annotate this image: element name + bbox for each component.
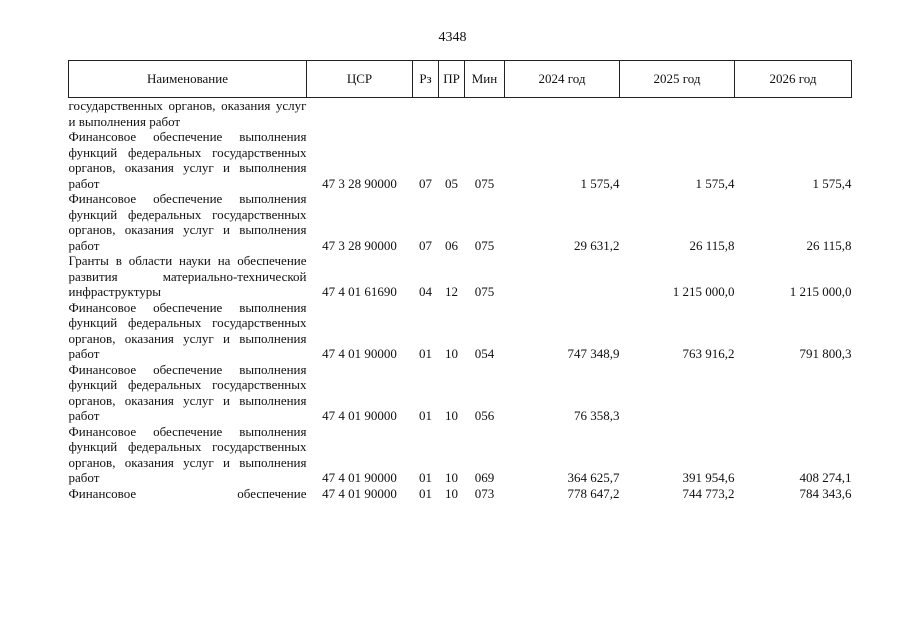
column-header-pr: ПР [439,61,465,98]
row-2026 [735,362,852,424]
page-number: 4348 [438,30,467,45]
column-header-2026: 2026 год [735,61,852,98]
table-row [69,98,852,130]
row-pr: 10 [445,408,458,423]
row-pr: 06 [445,237,458,253]
column-header-name: Наименование [69,61,307,98]
row-csr: 47 4 01 61690 [322,284,397,299]
row-2024: 76 358,3 [574,408,620,423]
row-min: 054 [474,346,495,361]
table-row [69,486,852,502]
table-row [69,253,852,300]
row-min: 056 [474,408,495,423]
row-min: 075 [474,237,495,253]
row-2024: 364 625,7 [567,470,620,485]
row-csr: 47 3 28 90000 [322,175,397,191]
row-2025: 1 215 000,0 [672,284,735,299]
row-name: Финансовое обеспечение выполнения функций федеральных государственных органов, оказания услуг и выполнения работ [68,361,307,423]
row-min: 075 [474,284,495,299]
row-2025: 26 115,8 [689,237,735,253]
row-pr: 05 [445,175,458,191]
table-row [69,191,852,253]
column-header-rz: Рз [413,61,439,98]
row-2026: 791 800,3 [799,346,852,361]
row-name: Финансовое обеспечение выполнения функций федеральных государственных органов, оказания услуг и выполнения работ [68,423,307,485]
row-2025 [620,362,735,424]
row-pr: 10 [445,470,458,485]
row-2025: 744 773,2 [682,485,735,501]
table-header-row [69,61,852,98]
row-csr: 47 4 01 90000 [322,485,397,501]
row-min: 069 [474,470,495,485]
row-2026: 408 274,1 [799,470,852,485]
table-row [69,129,852,191]
row-2026 [735,98,852,130]
row-name: Финансовое обеспечение выполнения функций федеральных государственных органов, оказания услуг и выполнения работ [68,191,307,253]
row-csr: 47 3 28 90000 [322,237,397,253]
row-2026: 1 575,4 [812,175,852,191]
row-2024: 747 348,9 [567,346,620,361]
table-row [69,362,852,424]
row-rz: 04 [419,284,432,299]
row-2025: 1 575,4 [695,175,735,191]
row-min [465,98,505,130]
row-2024 [505,98,620,130]
column-header-2024: 2024 год [505,61,620,98]
row-pr: 10 [445,346,458,361]
row-rz: 01 [419,408,432,423]
row-min: 073 [474,485,495,501]
table-row [69,300,852,362]
row-name: государственных органов, оказания услуг и выполнения работ [68,98,307,129]
row-min: 075 [474,175,495,191]
row-pr: 10 [445,485,458,501]
row-csr [307,98,413,130]
row-csr: 47 4 01 90000 [322,346,397,361]
row-rz: 01 [419,346,432,361]
row-2024: 29 631,2 [574,237,620,253]
row-rz: 07 [419,237,432,253]
column-header-min: Мин [465,61,505,98]
row-rz: 07 [419,175,432,191]
budget-table [68,60,852,501]
row-pr [439,98,465,130]
row-csr: 47 4 01 90000 [322,408,397,423]
row-2025: 391 954,6 [682,470,735,485]
row-name: Финансовое обеспечение выполнения функций федеральных государственных органов, оказания услуг и выполнения работ [68,299,307,361]
row-pr: 12 [445,284,458,299]
row-csr: 47 4 01 90000 [322,470,397,485]
row-2026: 784 343,6 [799,485,852,501]
row-2026: 1 215 000,0 [789,284,852,299]
column-header-csr: ЦСР [307,61,413,98]
column-header-2025: 2025 год [620,61,735,98]
row-rz: 01 [419,485,432,501]
row-2024: 1 575,4 [580,175,620,191]
row-2024 [505,253,620,300]
row-rz: 01 [419,470,432,485]
row-name: Финансовое обеспечение выполнения функций федеральных государственных органов, оказания услуг и выполнения работ [68,129,307,191]
row-2025 [620,98,735,130]
row-2026: 26 115,8 [806,237,852,253]
row-name: Финансовое обеспечение [68,485,307,501]
row-rz [413,98,439,130]
table-row [69,424,852,486]
row-2025: 763 916,2 [682,346,735,361]
row-name: Гранты в области науки на обеспечение развития материально-технической инфраструктуры [68,253,307,299]
row-2024: 778 647,2 [567,485,620,501]
